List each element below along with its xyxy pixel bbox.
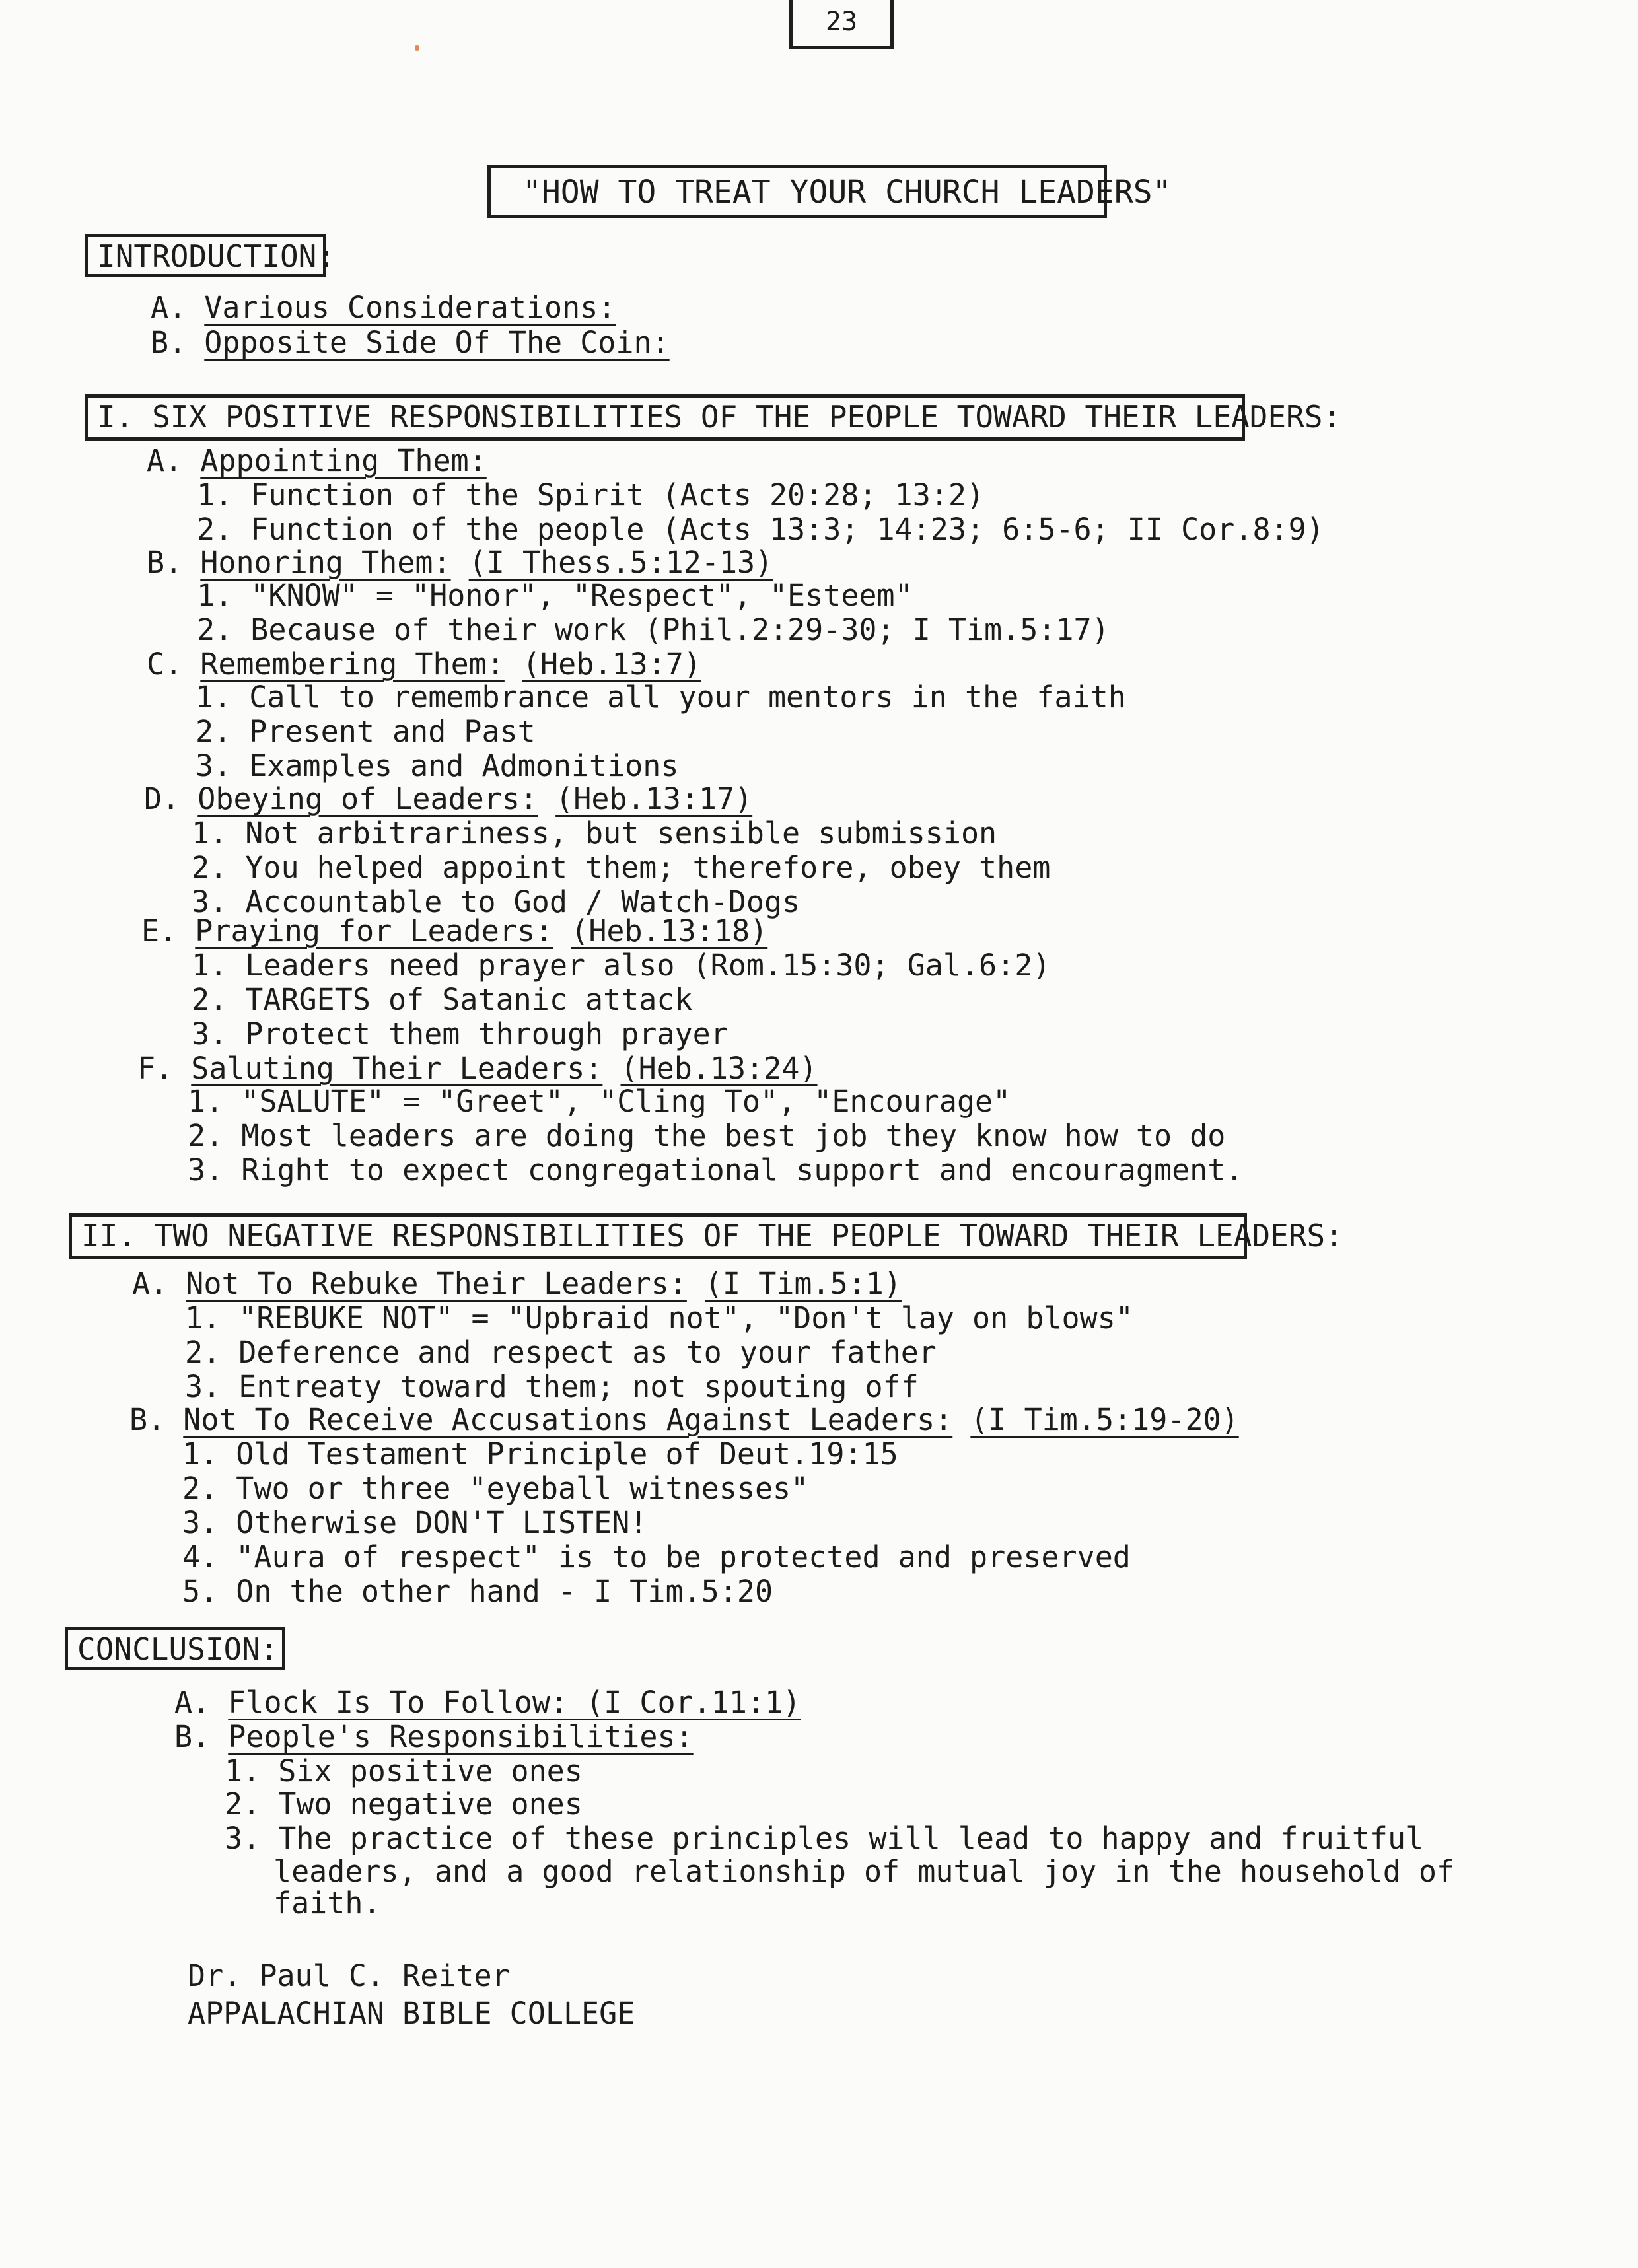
author-institution: APPALACHIAN BIBLE COLLEGE xyxy=(188,1996,635,2031)
list-item: 1. Function of the Spirit (Acts 20:28; 13:2) xyxy=(197,478,985,513)
section-2-item-a xyxy=(132,1267,902,1301)
intro-item-b xyxy=(151,326,670,360)
list-item: 1. "REBUKE NOT" = "Upbraid not", "Don't lay on blows" xyxy=(185,1300,1133,1335)
item-reference: (Heb.13:18) xyxy=(571,913,768,948)
item-title: Remembering Them: xyxy=(200,647,505,682)
section-1-item-b xyxy=(147,546,773,580)
item-reference: (I Tim.5:1) xyxy=(704,1266,902,1301)
item-title: Obeying of Leaders: xyxy=(197,781,538,816)
item-letter: F. xyxy=(137,1051,174,1086)
section-1-item-c xyxy=(147,647,701,682)
list-item: 1. Six positive ones xyxy=(225,1754,583,1789)
intro-item-a xyxy=(151,291,616,325)
list-item: 2. Deference and respect as to your father xyxy=(185,1335,937,1370)
list-item: 5. On the other hand - I Tim.5:20 xyxy=(182,1574,773,1609)
signature-block xyxy=(188,1957,635,2032)
author-name: Dr. Paul C. Reiter xyxy=(188,1958,510,1993)
item-reference: (Heb.13:24) xyxy=(620,1051,818,1086)
list-item: 2. You helped appoint them; therefore, obey them xyxy=(192,850,1051,885)
page-number: 23 xyxy=(789,0,894,49)
list-item: 3. Entreaty toward them; not spouting off xyxy=(185,1369,919,1404)
item-title: Praying for Leaders: xyxy=(195,913,553,948)
list-item: 1. Call to remembrance all your mentors in the faith xyxy=(196,680,1126,715)
item-title: Appointing Them: xyxy=(200,443,487,478)
section-2-heading: II. TWO NEGATIVE RESPONSIBILITIES OF THE PEOPLE TOWARD THEIR LEADERS: xyxy=(69,1213,1247,1259)
list-item: 1. Old Testament Principle of Deut.19:15 xyxy=(182,1436,898,1471)
item-text: People's Responsibilities: xyxy=(228,1719,694,1754)
conclusion-label: CONCLUSION: xyxy=(65,1627,285,1670)
list-item: 3. Examples and Admonitions xyxy=(196,748,679,783)
item-letter: A. xyxy=(132,1266,168,1301)
section-2-item-b xyxy=(129,1403,1239,1437)
intro-item-text: Opposite Side Of The Coin: xyxy=(204,325,670,360)
list-item: 1. "KNOW" = "Honor", "Respect", "Esteem" xyxy=(197,578,913,613)
item-letter: B. xyxy=(174,1719,211,1754)
intro-item-letter: B. xyxy=(151,325,187,360)
list-item: 3. Protect them through prayer xyxy=(192,1016,729,1051)
item-title: Honoring Them: xyxy=(200,545,451,580)
item-letter: B. xyxy=(147,545,183,580)
list-item: 4. "Aura of respect" is to be protected and preserved xyxy=(182,1540,1131,1575)
item-reference: (I Tim.5:19-20) xyxy=(970,1402,1239,1437)
list-item: 1. Not arbitrariness, but sensible submission xyxy=(192,816,997,851)
conclusion-item-a xyxy=(174,1685,801,1720)
list-item-continuation: faith. xyxy=(273,1886,381,1921)
item-letter: E. xyxy=(141,913,178,948)
list-item-continuation: leaders, and a good relationship of mutual joy in the household of xyxy=(273,1854,1455,1889)
item-reference: (Heb.13:17) xyxy=(555,781,753,816)
intro-item-text: Various Considerations: xyxy=(204,290,616,325)
section-1-item-f xyxy=(137,1051,818,1086)
introduction-label: INTRODUCTION: xyxy=(85,234,326,277)
item-title: Not To Rebuke Their Leaders: xyxy=(186,1266,687,1301)
section-1-item-d xyxy=(144,782,752,816)
item-letter: B. xyxy=(129,1402,166,1437)
section-1-item-e xyxy=(141,914,767,948)
item-letter: A. xyxy=(147,443,183,478)
section-1-item-a xyxy=(147,444,487,478)
list-item: 2. Most leaders are doing the best job they know how to do xyxy=(188,1118,1226,1153)
item-letter: C. xyxy=(147,647,183,682)
list-item: 1. "SALUTE" = "Greet", "Cling To", "Encourage" xyxy=(188,1084,1011,1119)
list-item: 3. The practice of these principles will lead to happy and fruitful xyxy=(225,1821,1424,1856)
list-item: 2. Two or three "eyeball witnesses" xyxy=(182,1471,809,1506)
item-title: Not To Receive Accusations Against Leaders: xyxy=(183,1402,953,1437)
item-reference: (Heb.13:7) xyxy=(522,647,701,682)
conclusion-item-b xyxy=(174,1720,694,1754)
list-item: 3. Accountable to God / Watch-Dogs xyxy=(192,884,801,919)
item-title: Saluting Their Leaders: xyxy=(191,1051,603,1086)
list-item: 1. Leaders need prayer also (Rom.15:30; Gal.6:2) xyxy=(192,948,1051,983)
item-reference: (I Thess.5:12-13) xyxy=(468,545,773,580)
list-item: 2. Because of their work (Phil.2:29-30; I Tim.5:17) xyxy=(197,612,1110,647)
scan-speck xyxy=(415,45,419,51)
document-title: "HOW TO TREAT YOUR CHURCH LEADERS" xyxy=(487,165,1107,218)
list-item: 2. Function of the people (Acts 13:3; 14:23; 6:5-6; II Cor.8:9) xyxy=(197,512,1324,547)
item-text: Flock Is To Follow: (I Cor.11:1) xyxy=(228,1685,801,1720)
item-letter: D. xyxy=(144,781,180,816)
list-item: 2. Present and Past xyxy=(196,714,536,749)
section-1-heading: I. SIX POSITIVE RESPONSIBILITIES OF THE PEOPLE TOWARD THEIR LEADERS: xyxy=(85,394,1245,441)
list-item: 3. Right to expect congregational support and encouragment. xyxy=(188,1152,1244,1187)
item-letter: A. xyxy=(174,1685,211,1720)
list-item: 2. TARGETS of Satanic attack xyxy=(192,982,693,1017)
list-item: 2. Two negative ones xyxy=(225,1787,583,1822)
intro-item-letter: A. xyxy=(151,290,187,325)
list-item: 3. Otherwise DON'T LISTEN! xyxy=(182,1505,648,1540)
